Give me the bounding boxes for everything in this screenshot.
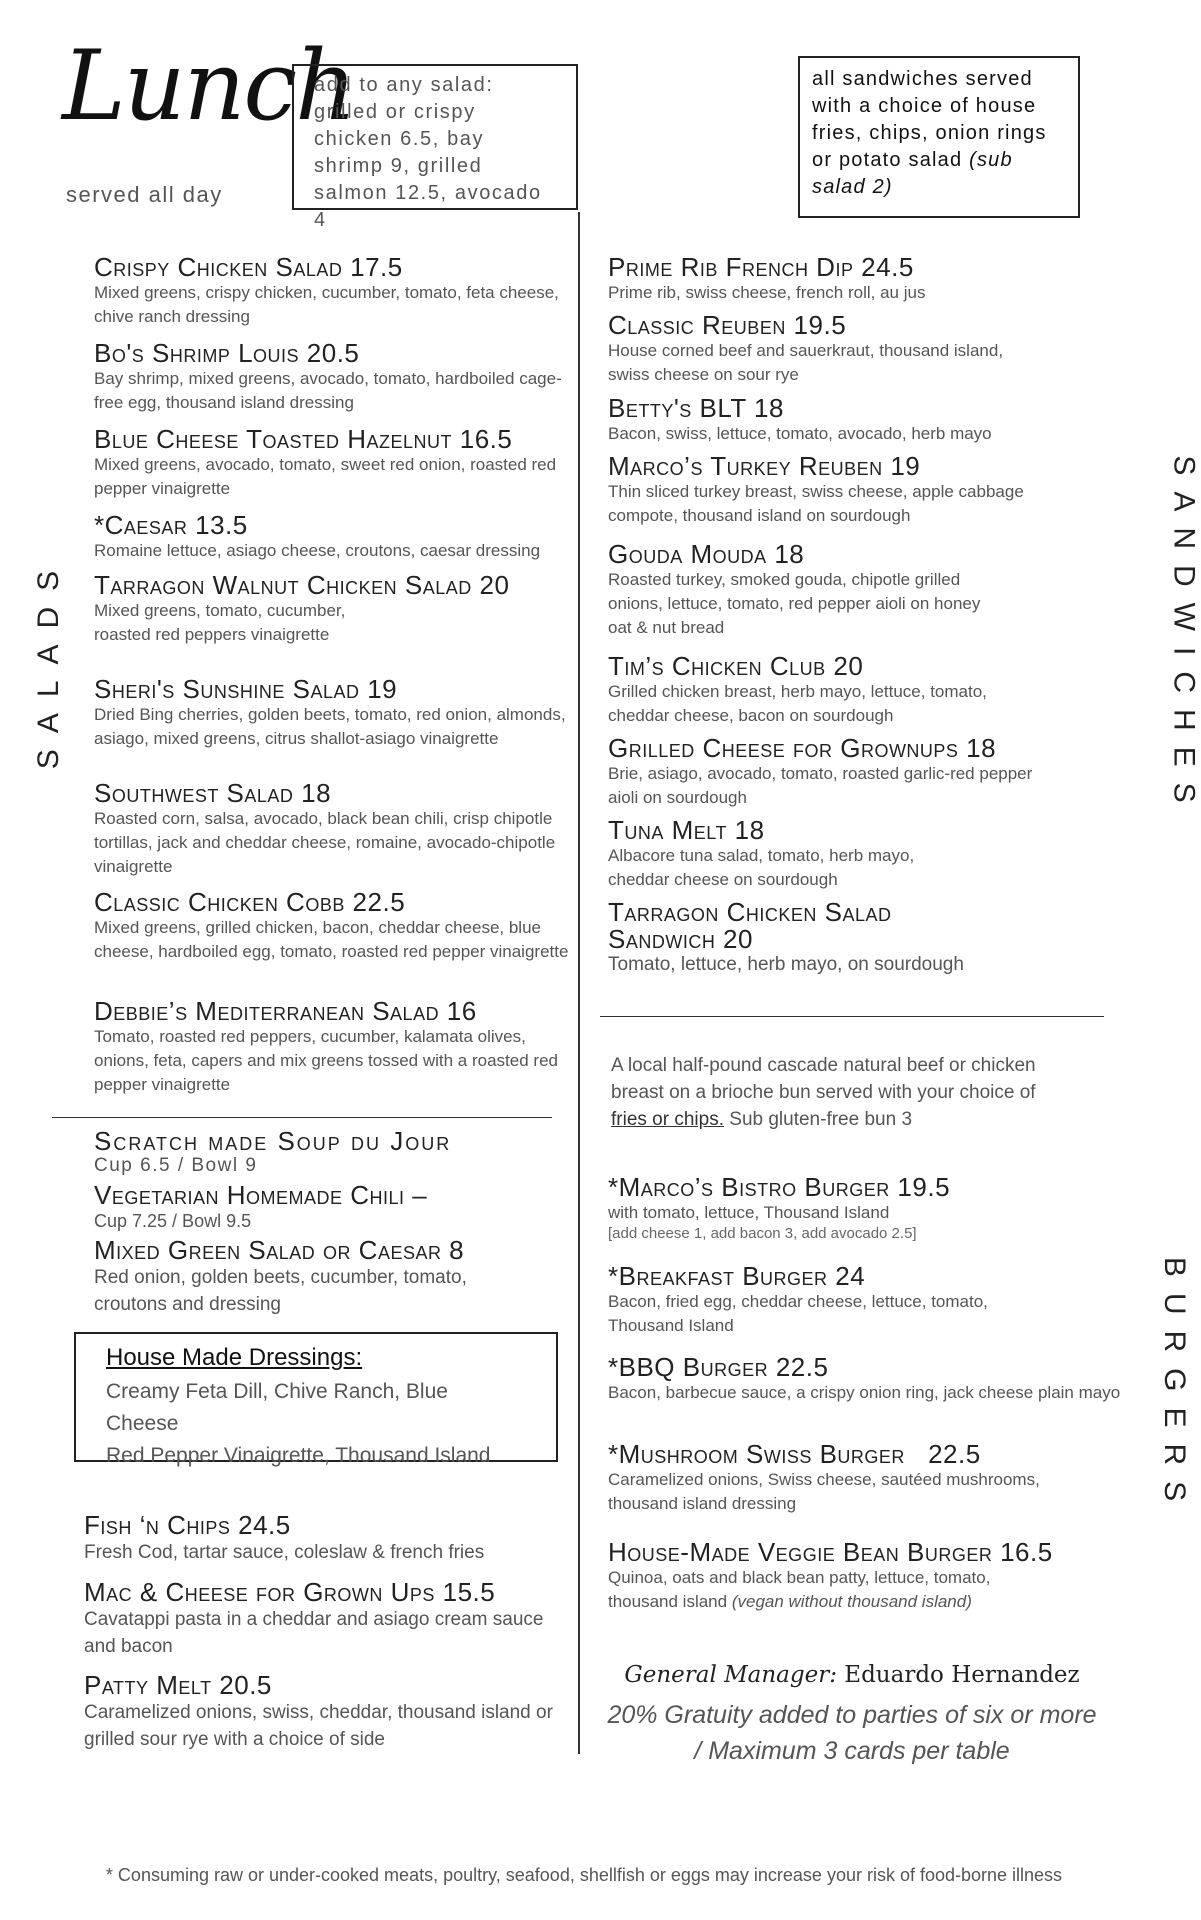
item-name: *Caesar 13.5 <box>94 510 248 540</box>
burger-intro-gluten-free: Sub gluten-free bun 3 <box>729 1109 913 1130</box>
item-name: Patty Melt 20.5 <box>84 1670 272 1700</box>
item-description: Prime rib, swiss cheese, french roll, au jus <box>608 283 926 302</box>
item-description: Caramelized onions, Swiss cheese, sautéed mushrooms, thousand island dressing <box>608 1470 1040 1513</box>
item-description: Romaine lettuce, asiago cheese, croutons, caesar dressing <box>94 541 541 560</box>
item-name: Grilled Cheese for Grownups 18 <box>608 733 997 763</box>
page-title: Lunch <box>62 30 355 142</box>
item-name: Tuna Melt 18 <box>608 815 765 845</box>
menu-item <box>608 395 1048 446</box>
item-name: Tim’s Chicken Club 20 <box>608 651 864 681</box>
item-name: Classic Reuben 19.5 <box>608 310 847 340</box>
burger-intro-sides: fries or chips. <box>611 1109 724 1130</box>
menu-item <box>608 254 1048 305</box>
burger-intro-text: A local half-pound cascade natural beef or chicken breast on a brioche bun served with your choice of <box>611 1055 1036 1103</box>
menu-item <box>94 1182 574 1233</box>
menu-item <box>608 735 1048 810</box>
item-description: Roasted corn, salsa, avocado, black bean chili, crisp chipotle tortillas, jack and cheddar cheese, romaine, avocado-chipotle vinaigrette <box>94 809 556 876</box>
menu-item <box>608 541 1048 640</box>
item-description: Mixed greens, crispy chicken, cucumber, tomato, feta cheese, chive ranch dressing <box>94 283 559 326</box>
item-description: Dried Bing cherries, golden beets, tomato, red onion, almonds, asiago, mixed greens, citrus shallot-asiago vinaigrette <box>94 705 566 748</box>
item-description: Bay shrimp, mixed greens, avocado, tomato, hardboiled cage-free egg, thousand island dressing <box>94 369 562 412</box>
menu-item <box>608 1537 1053 1614</box>
item-name: Crispy Chicken Salad 17.5 <box>94 252 403 282</box>
side-label-sandwiches: SANDWICHES <box>1167 455 1201 819</box>
gratuity-note: 20% Gratuity added to parties of six or more / Maximum 3 cards per table <box>607 1701 1097 1765</box>
salads-soup-divider <box>52 1117 552 1118</box>
side-label-burgers: BURGERS <box>1158 1256 1192 1518</box>
sandwich-sub-note: (sub salad 2) <box>812 149 1013 198</box>
side-label-salads: SALADS <box>32 554 66 770</box>
item-description: Grilled chicken breast, herb mayo, lettuce, tomato, cheddar cheese, bacon on sourdough <box>608 682 987 725</box>
item-description: Albacore tuna salad, tomato, herb mayo, cheddar cheese on sourdough <box>608 846 915 889</box>
item-name: Blue Cheese Toasted Hazelnut 16.5 <box>94 424 513 454</box>
menu-item <box>94 1237 574 1318</box>
menu-item <box>94 1128 574 1177</box>
sandwich-burger-divider <box>600 1016 1104 1017</box>
burger-intro <box>611 1052 1071 1133</box>
item-description: Roasted turkey, smoked gouda, chipotle grilled onions, lettuce, tomato, red pepper aioli on honey oat & nut bread <box>608 570 981 637</box>
dressings-line-2: Red Pepper Vinaigrette, Thousand Island <box>106 1444 491 1467</box>
served-all-day-note: served all day <box>66 182 223 207</box>
sandwich-sides-box <box>798 56 1080 218</box>
item-name: Southwest Salad 18 <box>94 778 332 808</box>
menu-item <box>608 653 1048 728</box>
item-name: Bo's Shrimp Louis 20.5 <box>94 338 360 368</box>
item-name: *BBQ Burger 22.5 <box>608 1352 829 1382</box>
column-divider <box>578 212 580 1754</box>
item-name: Gouda Mouda 18 <box>608 539 805 569</box>
menu-item <box>94 572 574 647</box>
menu-item <box>608 1174 1048 1242</box>
item-description: Caramelized onions, swiss, cheddar, thousand island or grilled sour rye with a choice of side <box>84 1702 553 1750</box>
item-description-text: Quinoa, oats and black bean patty, lettuce, tomato, thousand island <box>608 1568 991 1611</box>
menu-item <box>608 1352 1121 1405</box>
menu-item <box>84 1672 564 1753</box>
menu-item <box>94 780 574 879</box>
item-description: with tomato, lettuce, Thousand Island <box>608 1203 890 1222</box>
menu-item <box>84 1512 564 1566</box>
item-description: Red onion, golden beets, cucumber, tomato, croutons and dressing <box>94 1267 467 1315</box>
menu-item <box>94 998 574 1097</box>
general-manager-label: General Manager: <box>624 1662 837 1688</box>
sandwich-sides-text: all sandwiches served with a choice of house fries, chips, onion rings or potato salad <box>812 68 1047 171</box>
item-description: Mixed greens, grilled chicken, bacon, cheddar cheese, blue cheese, hardboiled egg, tomato, roasted red pepper vinaigrette <box>94 918 569 961</box>
menu-item <box>94 512 574 563</box>
item-description: Fresh Cod, tartar sauce, coleslaw & french fries <box>84 1542 485 1563</box>
item-description: Mixed greens, tomato, cucumber, roasted red peppers vinaigrette <box>94 601 346 644</box>
item-name: Debbie’s Mediterranean Salad 16 <box>94 996 477 1026</box>
item-description: Cavatappi pasta in a cheddar and asiago cream sauce and bacon <box>84 1609 544 1657</box>
menu-item <box>84 1579 564 1660</box>
item-price: Cup 6.5 / Bowl 9 <box>94 1155 258 1176</box>
item-description: Tomato, lettuce, herb mayo, on sourdough <box>608 954 964 975</box>
item-name: Mac & Cheese for Grown Ups 15.5 <box>84 1577 496 1607</box>
item-name: Betty's BLT 18 <box>608 393 784 423</box>
item-description: Thin sliced turkey breast, swiss cheese, apple cabbage compote, thousand island on sourdough <box>608 482 1024 525</box>
item-description: Bacon, barbecue sauce, a crispy onion ring, jack cheese plain mayo <box>608 1383 1121 1402</box>
item-description: Bacon, fried egg, cheddar cheese, lettuce, tomato, Thousand Island <box>608 1292 988 1335</box>
item-price: Cup 7.25 / Bowl 9.5 <box>94 1211 252 1231</box>
menu-item <box>608 1441 1048 1516</box>
menu-item <box>608 1263 1048 1338</box>
item-name: Sheri's Sunshine Salad 19 <box>94 674 398 704</box>
general-manager-name: Eduardo Hernandez <box>844 1662 1080 1688</box>
menu-item <box>94 340 574 415</box>
food-safety-disclaimer: * Consuming raw or under-cooked meats, poultry, seafood, shellfish or eggs may increase your risk of food-borne illness <box>105 1865 1063 1885</box>
item-description: Brie, asiago, avocado, tomato, roasted garlic-red pepper aioli on sourdough <box>608 764 1033 807</box>
item-vegan-note: (vegan without thousand island) <box>731 1592 972 1611</box>
item-addons-note: [add cheese 1, add bacon 3, add avocado 2.5] <box>608 1225 917 1242</box>
salad-addons-box <box>292 64 578 231</box>
item-description: Tomato, roasted red peppers, cucumber, kalamata olives, onions, feta, capers and mix greens tossed with a roasted red pepper vinaigrette <box>94 1027 558 1094</box>
item-name: *Marco’s Bistro Burger 19.5 <box>608 1172 951 1202</box>
item-name: Tarragon Walnut Chicken Salad 20 <box>94 570 510 600</box>
item-description: Mixed greens, avocado, tomato, sweet red onion, roasted red pepper vinaigrette <box>94 455 557 498</box>
menu-item <box>94 889 574 964</box>
item-name: *Mushroom Swiss Burger 22.5 <box>608 1439 981 1469</box>
item-name: Mixed Green Salad or Caesar 8 <box>94 1235 465 1265</box>
menu-item <box>608 817 1048 892</box>
menu-item <box>608 453 1048 528</box>
item-name: Tarragon Chicken Salad Sandwich 20 <box>608 897 892 954</box>
menu-item <box>608 899 1048 977</box>
dressings-line-1: Creamy Feta Dill, Chive Ranch, Blue Cheese <box>106 1380 448 1435</box>
menu-item <box>94 676 574 751</box>
item-name: House-Made Veggie Bean Burger 16.5 <box>608 1537 1053 1567</box>
item-name: Vegetarian Homemade Chili – <box>94 1180 428 1210</box>
house-dressings-box <box>74 1332 558 1467</box>
item-description: Bacon, swiss, lettuce, tomato, avocado, herb mayo <box>608 424 992 443</box>
item-name: Prime Rib French Dip 24.5 <box>608 252 914 282</box>
menu-item <box>94 254 574 329</box>
item-description <box>608 1566 1048 1614</box>
item-name: Fish ‘n Chips 24.5 <box>84 1510 291 1540</box>
item-name: Marco’s Turkey Reuben 19 <box>608 451 921 481</box>
item-name: Classic Chicken Cobb 22.5 <box>94 887 406 917</box>
item-name: Scratch made Soup du Jour <box>94 1126 452 1156</box>
item-name: *Breakfast Burger 24 <box>608 1261 866 1291</box>
menu-item <box>94 426 574 501</box>
salad-addons-text: add to any salad: grilled or crispy chicken 6.5, bay shrimp 9, grilled salmon 12.5, avocado 4 <box>314 74 542 231</box>
menu-item <box>608 312 1048 387</box>
dressings-title: House Made Dressings: <box>106 1344 363 1371</box>
item-description: House corned beef and sauerkraut, thousand island, swiss cheese on sour rye <box>608 341 1004 384</box>
general-manager <box>602 1662 1102 1688</box>
